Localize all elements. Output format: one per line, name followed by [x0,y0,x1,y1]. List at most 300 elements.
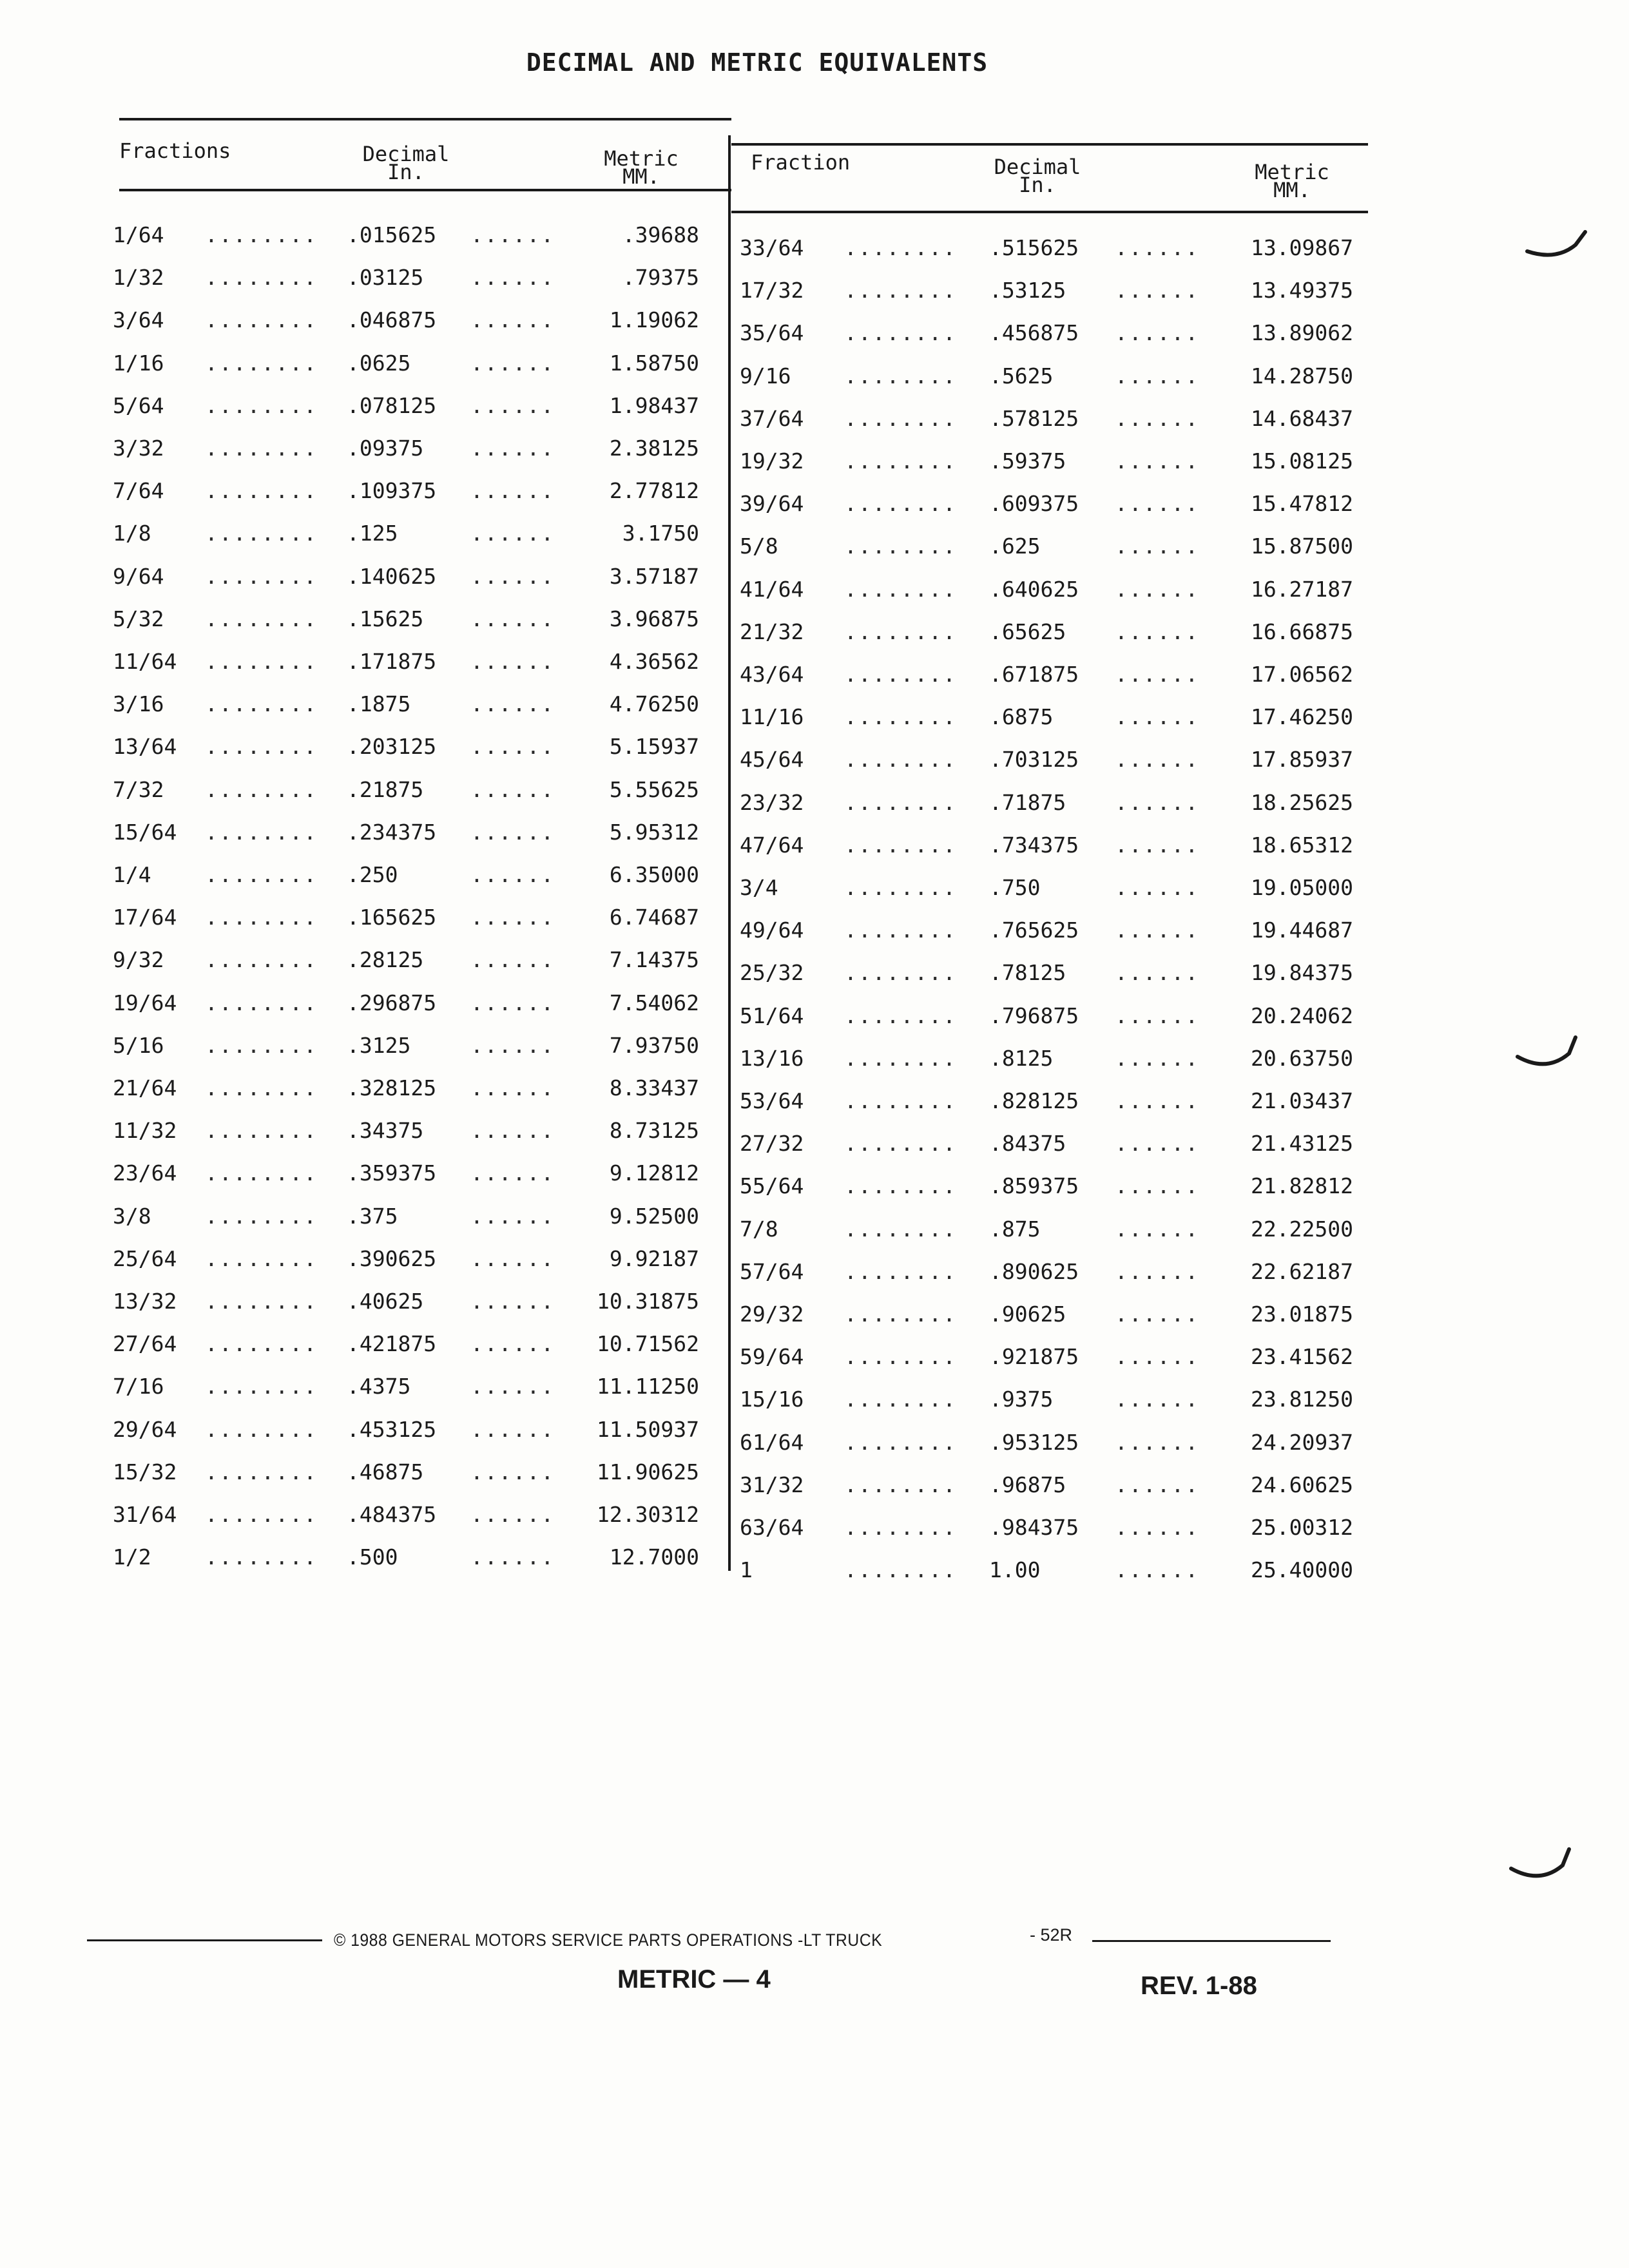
leader-dots: ...... [1115,320,1200,346]
fraction-cell: 11/32 [113,1118,177,1144]
decimal-cell: .456875 [989,320,1079,346]
fraction-cell: 43/64 [740,662,804,687]
page-reference: - 52R [1030,1925,1073,1945]
leader-dots: ........ [205,1502,318,1527]
fraction-cell: 45/64 [740,747,804,773]
metric-cell: 6.35000 [609,862,699,887]
fraction-cell: 1/16 [113,350,164,376]
fraction-cell: 63/64 [740,1515,804,1540]
metric-cell: 23.01875 [1251,1302,1353,1327]
leader-dots: ........ [205,521,318,546]
leader-dots: ........ [844,1088,957,1113]
metric-cell: 8.33437 [609,1075,699,1100]
leader-dots: ...... [1115,960,1200,986]
metric-cell: 9.52500 [609,1203,699,1229]
leader-dots: ........ [205,947,318,973]
fraction-cell: 7/32 [113,776,164,802]
metric-cell: 24.60625 [1251,1472,1353,1497]
leader-dots: ...... [470,1075,555,1100]
leader-dots: ........ [205,563,318,589]
decimal-cell: .0625 [347,350,411,376]
fraction-cell: 29/32 [740,1302,804,1327]
fraction-cell: 9/16 [740,363,791,389]
leader-dots: ...... [1115,619,1200,644]
metric-cell: 23.81250 [1251,1387,1353,1412]
leader-dots: ........ [844,747,957,773]
fraction-cell: 3/64 [113,307,164,333]
decimal-cell: .328125 [347,1075,437,1100]
fraction-cell: 35/64 [740,320,804,346]
leader-dots: ...... [1115,1387,1200,1412]
leader-dots: ...... [470,947,555,973]
leader-dots: ........ [844,1173,957,1199]
metric-cell: 13.09867 [1251,235,1353,260]
fraction-cell: 3/4 [740,875,778,900]
leader-dots: ........ [844,1003,957,1028]
metric-cell: 5.95312 [609,819,699,845]
leader-dots: ........ [844,1216,957,1242]
decimal-cell: .046875 [347,307,437,333]
left-top-rule [119,118,731,120]
decimal-cell: .03125 [347,265,424,291]
decimal-cell: .296875 [347,990,437,1015]
leader-dots: ...... [470,222,555,247]
decimal-cell: .1875 [347,691,411,717]
leader-dots: ........ [205,392,318,418]
fraction-cell: 13/16 [740,1045,804,1071]
leader-dots: ........ [205,1289,318,1314]
leader-dots: ...... [1115,235,1200,260]
metric-cell: 17.06562 [1251,662,1353,687]
leader-dots: ........ [205,819,318,845]
decimal-cell: .250 [347,862,398,887]
decimal-cell: .125 [347,521,398,546]
leader-dots: ...... [470,392,555,418]
metric-cell: 7.93750 [609,1032,699,1058]
metric-cell: 10.31875 [597,1289,699,1314]
metric-cell: 1.19062 [609,307,699,333]
fraction-cell: 27/64 [113,1331,177,1357]
metric-cell: 13.49375 [1251,278,1353,303]
leader-dots: ...... [1115,448,1200,474]
binder-mark-icon [1524,222,1595,267]
fraction-cell: 31/32 [740,1472,804,1497]
fraction-cell: 11/64 [113,649,177,674]
leader-dots: ...... [1115,1258,1200,1284]
decimal-cell: .5625 [989,363,1054,389]
metric-cell: 23.41562 [1251,1344,1353,1370]
metric-cell: 19.05000 [1251,875,1353,900]
metric-cell: 2.77812 [609,478,699,504]
leader-dots: ...... [470,1374,555,1399]
leader-dots: ........ [205,1075,318,1100]
leader-dots: ...... [470,1544,555,1570]
leader-dots: ........ [844,960,957,986]
decimal-cell: .171875 [347,649,437,674]
fraction-cell: 23/32 [740,789,804,815]
decimal-cell: .40625 [347,1289,424,1314]
leader-dots: ........ [205,1118,318,1144]
fraction-cell: 5/8 [740,533,778,559]
binder-mark-icon [1508,1840,1579,1891]
decimal-cell: .859375 [989,1173,1079,1199]
fraction-cell: 1/4 [113,862,151,887]
metric-cell: 1.58750 [609,350,699,376]
leader-dots: ........ [205,1203,318,1229]
metric-cell: .79375 [622,265,699,291]
leader-dots: ...... [1115,704,1200,730]
metric-cell: 7.54062 [609,990,699,1015]
leader-dots: ........ [844,1302,957,1327]
leader-dots: ...... [1115,533,1200,559]
leader-dots: ...... [470,265,555,291]
decimal-cell: .34375 [347,1118,424,1144]
decimal-cell: .453125 [347,1416,437,1442]
leader-dots: ........ [844,789,957,815]
leader-dots: ...... [470,905,555,930]
leader-dots: ........ [844,1258,957,1284]
decimal-cell: .96875 [989,1472,1066,1497]
leader-dots: ........ [844,1131,957,1157]
leader-dots: ........ [844,662,957,687]
decimal-cell: .203125 [347,734,437,760]
leader-dots: ...... [1115,405,1200,431]
decimal-cell: .828125 [989,1088,1079,1113]
metric-cell: 18.65312 [1251,832,1353,858]
leader-dots: ...... [470,1245,555,1271]
fraction-cell: 11/16 [740,704,804,730]
leader-dots: ...... [470,649,555,674]
leader-dots: ........ [205,990,318,1015]
decimal-cell: .484375 [347,1502,437,1527]
fraction-cell: 1/32 [113,265,164,291]
fraction-cell: 37/64 [740,405,804,431]
leader-dots: ........ [844,1515,957,1540]
leader-dots: ........ [205,307,318,333]
metric-cell: 25.40000 [1251,1557,1353,1583]
metric-cell: 20.24062 [1251,1003,1353,1028]
fraction-cell: 15/16 [740,1387,804,1412]
metric-cell: 25.00312 [1251,1515,1353,1540]
leader-dots: ...... [470,436,555,461]
fraction-cell: 55/64 [740,1173,804,1199]
page-title: DECIMAL AND METRIC EQUIVALENTS [526,48,988,77]
fraction-cell: 7/64 [113,478,164,504]
decimal-cell: .875 [989,1216,1041,1242]
leader-dots: ........ [844,619,957,644]
fraction-cell: 15/64 [113,819,177,845]
metric-cell: 11.11250 [597,1374,699,1399]
right-header-rule [731,211,1368,213]
fraction-cell: 7/8 [740,1216,778,1242]
metric-cell: 1.98437 [609,392,699,418]
leader-dots: ...... [470,478,555,504]
leader-dots: ........ [844,235,957,260]
leader-dots: ...... [1115,1173,1200,1199]
decimal-cell: .8125 [989,1045,1054,1071]
decimal-cell: .734375 [989,832,1079,858]
fraction-cell: 47/64 [740,832,804,858]
decimal-cell: .4375 [347,1374,411,1399]
leader-dots: ...... [1115,1216,1200,1242]
fraction-cell: 57/64 [740,1258,804,1284]
leader-dots: ...... [1115,278,1200,303]
metric-cell: 16.27187 [1251,576,1353,602]
right-header-metric: Metric MM. [1255,160,1329,202]
leader-dots: ...... [1115,1131,1200,1157]
metric-cell: 18.25625 [1251,789,1353,815]
metric-cell: 6.74687 [609,905,699,930]
leader-dots: ........ [844,448,957,474]
leader-dots: ...... [470,606,555,631]
leader-dots: ........ [205,776,318,802]
leader-dots: ...... [1115,832,1200,858]
leader-dots: ...... [470,563,555,589]
decimal-cell: .750 [989,875,1041,900]
fraction-cell: 33/64 [740,235,804,260]
decimal-cell: .015625 [347,222,437,247]
right-header-decimal: Decimal In. [994,155,1081,197]
decimal-cell: .46875 [347,1459,424,1485]
fraction-cell: 25/32 [740,960,804,986]
leader-dots: ...... [470,862,555,887]
decimal-cell: .390625 [347,1245,437,1271]
leader-dots: ........ [844,533,957,559]
leader-dots: ........ [205,734,318,760]
copyright-notice: © 1988 GENERAL MOTORS SERVICE PARTS OPERATIONS -LT TRUCK [334,1930,883,1950]
decimal-cell: .165625 [347,905,437,930]
leader-dots: ........ [205,1544,318,1570]
leader-dots: ...... [1115,363,1200,389]
decimal-cell: .6875 [989,704,1054,730]
fraction-cell: 1/64 [113,222,164,247]
decimal-cell: .71875 [989,789,1066,815]
fraction-cell: 21/32 [740,619,804,644]
leader-dots: ........ [844,576,957,602]
leader-dots: ........ [205,350,318,376]
metric-cell: 3.1750 [622,521,699,546]
metric-cell: 21.43125 [1251,1131,1353,1157]
decimal-cell: .15625 [347,606,424,631]
leader-dots: ........ [205,1416,318,1442]
fraction-cell: 9/32 [113,947,164,973]
decimal-cell: .90625 [989,1302,1066,1327]
decimal-cell: .09375 [347,436,424,461]
decimal-cell: .078125 [347,392,437,418]
leader-dots: ........ [205,436,318,461]
leader-dots: ...... [1115,1302,1200,1327]
revision-label: REV. 1-88 [1141,1972,1257,2000]
fraction-cell: 59/64 [740,1344,804,1370]
metric-cell: 15.47812 [1251,491,1353,517]
fraction-cell: 27/32 [740,1131,804,1157]
leader-dots: ........ [844,1557,957,1583]
metric-cell: 4.36562 [609,649,699,674]
leader-dots: ...... [470,1032,555,1058]
leader-dots: ...... [1115,1472,1200,1497]
leader-dots: ...... [1115,1429,1200,1455]
leader-dots: ...... [1115,491,1200,517]
binder-mark-icon [1514,1028,1585,1079]
metric-cell: 14.28750 [1251,363,1353,389]
leader-dots: ...... [470,691,555,717]
metric-cell: 11.90625 [597,1459,699,1485]
leader-dots: ...... [470,1459,555,1485]
metric-cell: 16.66875 [1251,619,1353,644]
metric-cell: 19.84375 [1251,960,1353,986]
leader-dots: ........ [844,278,957,303]
metric-cell: 11.50937 [597,1416,699,1442]
decimal-cell: .28125 [347,947,424,973]
fraction-cell: 13/32 [113,1289,177,1314]
footer-rule-left [87,1939,322,1941]
leader-dots: ...... [470,1331,555,1357]
leader-dots: ...... [470,307,555,333]
fraction-cell: 39/64 [740,491,804,517]
fraction-cell: 41/64 [740,576,804,602]
decimal-cell: .21875 [347,776,424,802]
metric-cell: 17.85937 [1251,747,1353,773]
leader-dots: ...... [470,990,555,1015]
leader-dots: ........ [844,875,957,900]
leader-dots: ...... [1115,789,1200,815]
decimal-cell: .625 [989,533,1041,559]
decimal-cell: .890625 [989,1258,1079,1284]
decimal-cell: .359375 [347,1160,437,1186]
leader-dots: ........ [205,1032,318,1058]
decimal-cell: .921875 [989,1344,1079,1370]
metric-cell: 20.63750 [1251,1045,1353,1071]
leader-dots: ........ [844,320,957,346]
leader-dots: ...... [1115,747,1200,773]
decimal-cell: .109375 [347,478,437,504]
leader-dots: ........ [205,265,318,291]
fraction-cell: 7/16 [113,1374,164,1399]
leader-dots: ........ [205,222,318,247]
leader-dots: ........ [205,862,318,887]
metric-cell: .39688 [622,222,699,247]
fraction-cell: 21/64 [113,1075,177,1100]
metric-cell: 2.38125 [609,436,699,461]
leader-dots: ........ [205,691,318,717]
leader-dots: ...... [470,1160,555,1186]
fraction-cell: 5/16 [113,1032,164,1058]
fraction-cell: 53/64 [740,1088,804,1113]
fraction-cell: 5/64 [113,392,164,418]
right-header-fraction: Fraction [751,150,851,175]
decimal-cell: .84375 [989,1131,1066,1157]
metric-cell: 4.76250 [609,691,699,717]
leader-dots: ...... [470,521,555,546]
leader-dots: ...... [470,734,555,760]
metric-cell: 10.71562 [597,1331,699,1357]
metric-cell: 14.68437 [1251,405,1353,431]
decimal-cell: .500 [347,1544,398,1570]
decimal-cell: .703125 [989,747,1079,773]
fraction-cell: 23/64 [113,1160,177,1186]
leader-dots: ...... [470,1203,555,1229]
leader-dots: ........ [844,405,957,431]
metric-cell: 13.89062 [1251,320,1353,346]
leader-dots: ........ [844,1045,957,1071]
leader-dots: ...... [470,776,555,802]
metric-cell: 15.08125 [1251,448,1353,474]
leader-dots: ...... [470,350,555,376]
leader-dots: ........ [844,1429,957,1455]
metric-cell: 21.82812 [1251,1173,1353,1199]
fraction-cell: 17/32 [740,278,804,303]
leader-dots: ........ [844,704,957,730]
fraction-cell: 31/64 [113,1502,177,1527]
leader-dots: ...... [470,1416,555,1442]
decimal-cell: .671875 [989,662,1079,687]
metric-cell: 21.03437 [1251,1088,1353,1113]
metric-cell: 19.44687 [1251,918,1353,943]
fraction-cell: 9/64 [113,563,164,589]
leader-dots: ........ [205,905,318,930]
leader-dots: ........ [205,1331,318,1357]
leader-dots: ...... [470,819,555,845]
fraction-cell: 25/64 [113,1245,177,1271]
leader-dots: ...... [1115,1344,1200,1370]
leader-dots: ...... [1115,1557,1200,1583]
decimal-cell: .53125 [989,278,1066,303]
leader-dots: ........ [844,1344,957,1370]
footer-rule-right [1092,1940,1331,1942]
decimal-cell: .984375 [989,1515,1079,1540]
fraction-cell: 61/64 [740,1429,804,1455]
metric-cell: 9.12812 [609,1160,699,1186]
metric-cell: 24.20937 [1251,1429,1353,1455]
decimal-cell: .78125 [989,960,1066,986]
right-top-rule [731,143,1368,146]
decimal-cell: .578125 [989,405,1079,431]
fraction-cell: 3/16 [113,691,164,717]
metric-cell: 12.7000 [609,1544,699,1570]
decimal-cell: .796875 [989,1003,1079,1028]
fraction-cell: 19/32 [740,448,804,474]
metric-cell: 17.46250 [1251,704,1353,730]
metric-cell: 12.30312 [597,1502,699,1527]
leader-dots: ...... [1115,1045,1200,1071]
fraction-cell: 15/32 [113,1459,177,1485]
leader-dots: ...... [470,1289,555,1314]
decimal-cell: .515625 [989,235,1079,260]
leader-dots: ........ [844,918,957,943]
leader-dots: ........ [205,606,318,631]
decimal-cell: .234375 [347,819,437,845]
fraction-cell: 17/64 [113,905,177,930]
column-divider [728,135,731,1571]
fraction-cell: 3/32 [113,436,164,461]
fraction-cell: 1 [740,1557,753,1583]
leader-dots: ........ [844,1387,957,1412]
decimal-cell: .375 [347,1203,398,1229]
metric-cell: 3.57187 [609,563,699,589]
left-header-fraction: Fractions [119,139,231,163]
decimal-cell: .421875 [347,1331,437,1357]
leader-dots: ........ [844,1472,957,1497]
leader-dots: ...... [1115,1088,1200,1113]
fraction-cell: 13/64 [113,734,177,760]
decimal-cell: .640625 [989,576,1079,602]
leader-dots: ...... [470,1502,555,1527]
decimal-cell: .953125 [989,1429,1079,1455]
leader-dots: ........ [205,1160,318,1186]
section-label: METRIC — 4 [617,1965,771,1994]
leader-dots: ........ [205,649,318,674]
leader-dots: ...... [1115,918,1200,943]
